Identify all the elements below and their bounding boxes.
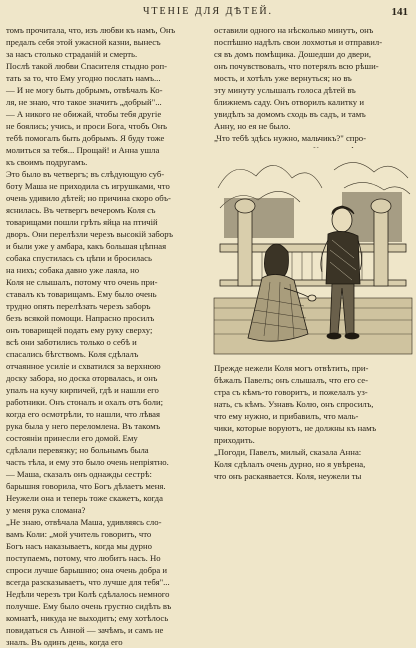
left-column-line: за насъ столько страданій и смерть.: [6, 49, 138, 59]
left-column-line: работники. Онъ стоналъ и охалъ отъ боли;: [6, 397, 164, 407]
right-column-top-line: онъ почувствовалъ, что потерялъ всю рѣши-: [214, 61, 379, 71]
right-column-bottom-line: „Погоди, Павелъ, милый, сказала Анна:: [214, 447, 362, 457]
left-column-line: спроси лучше барышню; она очень добра и: [6, 565, 168, 575]
right-column-bottom-line: чики, которые воруютъ, не должны къ намъ: [214, 423, 377, 433]
right-column-top-line: оставили одного на нѣсколько минутъ, онъ: [214, 25, 374, 35]
boy-and-girl-engraving: [214, 148, 412, 354]
left-column-line: — И не могу быть добрымъ, отвѣчалъ Ко-: [6, 85, 163, 95]
left-column-line: ля, не знаю, что такое значитъ „добрый"...: [6, 97, 162, 107]
left-column-line: Богъ насъ наказываетъ, когда мы дурно: [6, 541, 152, 551]
right-column-bottom-line: нать, съ кѣмъ. Узнавъ Колю, онъ спросилъ,: [214, 399, 374, 409]
left-column-line: всѣ они заботились только о себѣ и: [6, 337, 137, 347]
right-column-bottom: [214, 362, 412, 548]
page-number: 141: [391, 6, 408, 18]
left-column-line: тать за то, что Ему угодно послать намъ...: [6, 73, 161, 83]
left-column-line: товарищами пошли грѣть яйца на птичій: [6, 217, 158, 227]
left-column: [6, 24, 204, 647]
left-column-line: Недѣли черезъ три Колѣ сдѣлалось немного: [6, 589, 170, 599]
left-column-line: Это было въ четвергъ; въ слѣдующую суб-: [6, 169, 165, 179]
right-column-bottom-line: что онъ раскаявается. Коля, неужели ты: [214, 471, 362, 481]
left-column-line: онъ товарищей подать ему руку сверху;: [6, 325, 153, 335]
left-column-line: упалъ на кучу кирпичей, гдѣ и нашли его: [6, 385, 159, 395]
right-column-bottom-line: стра съ кѣмъ-то говоритъ, и пожелалъ уз-: [214, 387, 368, 397]
left-column-line: собака спустилась съ цѣпи и бросилась: [6, 253, 152, 263]
left-column-line: повидаться съ Анной — зачѣмъ, и самъ не: [6, 625, 164, 635]
left-column-line: — А никого не обижай, чтобы тебя другіе: [6, 109, 162, 119]
left-column-line: отчаянное усиліе и схватился за верхнюю: [6, 361, 161, 371]
left-column-line: предалъ себя этой ужасной казни, вынесъ: [6, 37, 161, 47]
left-column-line: безъ всякой помощи. Напрасно просилъ: [6, 313, 155, 323]
left-column-line: Коля не слышалъ, потому что очень при-: [6, 277, 158, 287]
engraving-illustration: [214, 148, 412, 354]
page-header: [0, 6, 416, 22]
left-column-line: „Не знаю, отвѣчала Маша, удивляясь сло-: [6, 517, 162, 527]
left-column-line: сдѣлали перевязку; но больнымъ была: [6, 445, 149, 455]
running-title: ЧТЕНІЕ ДЛЯ ДѢТЕЙ.: [142, 6, 274, 17]
right-column-top-line: увидѣлъ за домомъ сходь въ садъ, и тамъ: [214, 109, 366, 119]
left-column-line: Послѣ такой любви Спасителя стыдно роп-: [6, 61, 168, 71]
right-column-top-line: ся въ домъ помѣщика. Дошедши до двери,: [214, 49, 372, 59]
right-column-top-line: поспѣшно надѣлъ свои лохмотья и отправил-: [214, 37, 383, 47]
left-column-line: не боялись; учись, и проси Бога, чтобъ Онъ: [6, 121, 168, 131]
right-column-bottom-line: Прежде нежели Коля могъ отвѣтить, при-: [214, 363, 369, 373]
right-column-top-line: Анну, но ея не было.: [214, 121, 291, 131]
left-column-line: молиться за тебя... Прощай! и Анна ушла: [6, 145, 160, 155]
left-column-line: барышня говорила, что Богъ дѣлаетъ меня.: [6, 481, 166, 491]
right-column-bottom-line: что ему нужно, и прибавилъ, что маль-: [214, 411, 359, 421]
left-column-line: состояніи принесли его домой. Ему: [6, 433, 138, 443]
left-column-line: поступаемъ, потому, что любитъ насъ. Но: [6, 553, 161, 563]
left-column-line: у меня рука сломана?: [6, 505, 86, 515]
right-column-bottom-line: приходить.: [214, 435, 255, 445]
left-column-line: яснилась. Въ четвергъ вечеромъ Коля съ: [6, 205, 156, 215]
left-column-line: получше. Ему было очень грустно сидѣть въ: [6, 601, 172, 611]
left-column-line: томъ прочитала, что, изъ любви къ намъ, Онъ: [6, 25, 176, 35]
left-column-line: дворъ. Они перелѣзли черезъ высокій заборъ: [6, 229, 174, 239]
left-column-line: — Маша, сказалъ онъ однажды сестрѣ:: [6, 469, 152, 479]
left-column-line: спасались бѣгствомъ. Коля сдѣлалъ: [6, 349, 139, 359]
left-column-line: часть тѣла, и ему это было очень непріятно.: [6, 457, 169, 467]
right-column-top-line: ближнемъ саду. Онъ отворилъ калитку и: [214, 97, 364, 107]
left-column-line: къ своимъ подругамъ.: [6, 157, 88, 167]
right-column-bottom-line: бѣжалъ Павелъ; онъ слышалъ, что его се-: [214, 375, 368, 385]
left-column-line: тебѣ помогалъ быть добрымъ. Я буду тоже: [6, 133, 165, 143]
left-column-line: Неужели она и теперь тоже скажетъ, когда: [6, 493, 163, 503]
left-column-line: боту Маша не приходила съ игрушками, что: [6, 181, 170, 191]
left-column-line: когда его осмотрѣли, то нашли, что лѣвая: [6, 409, 161, 419]
left-column-line: рука была у него переломлена. Въ такомъ: [6, 421, 161, 431]
right-column-bottom-line: Коля сдѣлалъ очень дурно, но я увѣрена,: [214, 459, 366, 469]
left-column-line: на нихъ; собака давно уже лаяла, но: [6, 265, 140, 275]
right-column-top-line: эту минуту услышалъ голоса дѣтей въ: [214, 85, 356, 95]
left-column-line: всегда разсказываетъ, что лучше для тебя"...: [6, 577, 170, 587]
right-column-top-line: мость, и хотѣлъ уже вернуться; но въ: [214, 73, 352, 83]
left-column-line: зналъ. Въ одинъ день, когда его: [6, 637, 123, 647]
left-column-line: и были уже у амбара, какъ большая цѣпная: [6, 241, 167, 251]
left-column-line: комнатѣ, никуда не выходитъ; ему хотѣлось: [6, 613, 169, 623]
right-column-top: [214, 24, 412, 146]
left-column-line: доску забора, но доска оторвалась, и онъ: [6, 373, 158, 383]
left-column-line: ставалъ къ товарищамъ. Ему было очень: [6, 289, 157, 299]
left-column-line: вамъ Коли: „мой учитель говоритъ, что: [6, 529, 152, 539]
right-column-top-line: „Что тебѣ здѣсь нужно, мальчикъ?" спро-: [214, 133, 367, 143]
left-column-line: трудно опять перелѣзать черезъ заборъ: [6, 301, 151, 311]
left-column-line: очень удивило дѣтей; но причина скоро объ-: [6, 193, 171, 203]
